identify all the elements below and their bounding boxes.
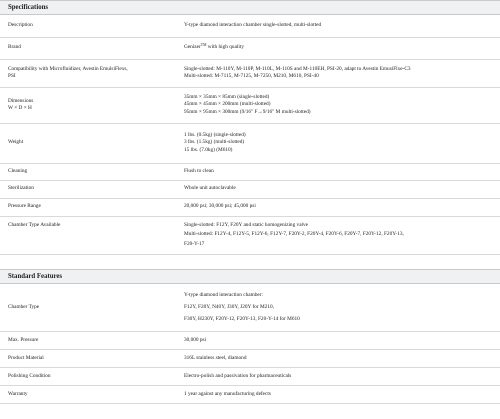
spec-value [176,37,500,59]
spec-value: Flush to clean [176,163,500,180]
spec-label: Pressure Range [0,198,176,216]
standard-features-table [0,284,500,405]
spec-label: Weight [0,123,176,163]
spec-value: Whole unit autoclavable [176,180,500,198]
feature-label: Warranty [0,386,176,404]
table-row [0,332,500,350]
table-row [0,15,500,37]
feature-value: 30,000 psi [176,332,500,350]
table-row [0,368,500,386]
table-row [0,198,500,216]
table-row [0,216,500,254]
feature-value: Electro-polish and passivation for pharmaceuticals [176,368,500,386]
spec-label: Cleaning [0,163,176,180]
feature-label: Chamber Type [0,284,176,332]
brand-suffix: with high quality [206,44,244,51]
table-row [0,163,500,180]
table-row [0,37,500,59]
brand-name: Genizer [184,44,201,51]
section-gap [0,255,500,269]
feature-value: 316L stainless steel, diamond [176,350,500,368]
spec-value: 20,000 psi; 30,000 psi; 45,000 psi [176,198,500,216]
spec-label: Sterilization [0,180,176,198]
spec-label: Dimensions W × D × H [0,87,176,123]
spec-value: Y-type diamond interaction chamber single-slotted, multi-slotted [176,15,500,37]
table-row [0,386,500,404]
table-row [0,59,500,87]
specifications-heading: Specifications [0,0,500,15]
table-row [0,284,500,332]
spec-label: Description [0,15,176,37]
spec-label: Brand [0,37,176,59]
spec-value: Single-slotted: F12Y, F20Y and static homogenizing valve Multi-slotted: F12Y-4, F12Y-5, F12Y-6, F12Y-7, F20Y-2, F20Y-4, F20Y-6, F20Y-7, F20Y-12, F20Y-13, F20-Y-17 [176,216,500,254]
spec-value: 35mm × 35mm × 85mm (single-slotted) 45mm × 45mm × 200mm (multi-slotted) 95mm × 95mm × 300mm (9/16" F→9/16" M multi-slotted) [176,87,500,123]
spec-value: 1 lbs. (0.5kg) (single-slotted) 3 lbs. (1.5kg) (multi-slotted) 15 lbs. (7.0kg) (M610) [176,123,500,163]
specifications-table [0,15,500,255]
feature-label: Max. Pressure [0,332,176,350]
feature-label: Polishing Condition [0,368,176,386]
table-row [0,180,500,198]
spec-label: Chamber Type Available [0,216,176,254]
table-row [0,350,500,368]
table-row [0,123,500,163]
feature-label: Product Material [0,350,176,368]
trademark-mark: TM [200,43,207,48]
spec-value: Single-slotted: M-110Y, M-110P, M-110L, M-110S and M-110EH, PSI-20, adapt to Avestin EmusiFlxe-C3 Multi-slotted: M-7115, M-7125, M-7250, M210, M610, PSI-40 [176,59,500,87]
table-row [0,87,500,123]
feature-value: Y-type diamond interaction chamber: F12Y, F20Y, N40Y, J30Y, J20Y for M210, F30Y, H230Y, F20Y-12, F20Y-13, F20-Y-14 for M610 [176,284,500,332]
standard-features-heading: Standard Features [0,269,500,284]
feature-value: 1 year against any manufacturing defects [176,386,500,404]
spec-label: Compatibility with Microfluidizer, Avestin EmulsiFlexs, PSI [0,59,176,87]
